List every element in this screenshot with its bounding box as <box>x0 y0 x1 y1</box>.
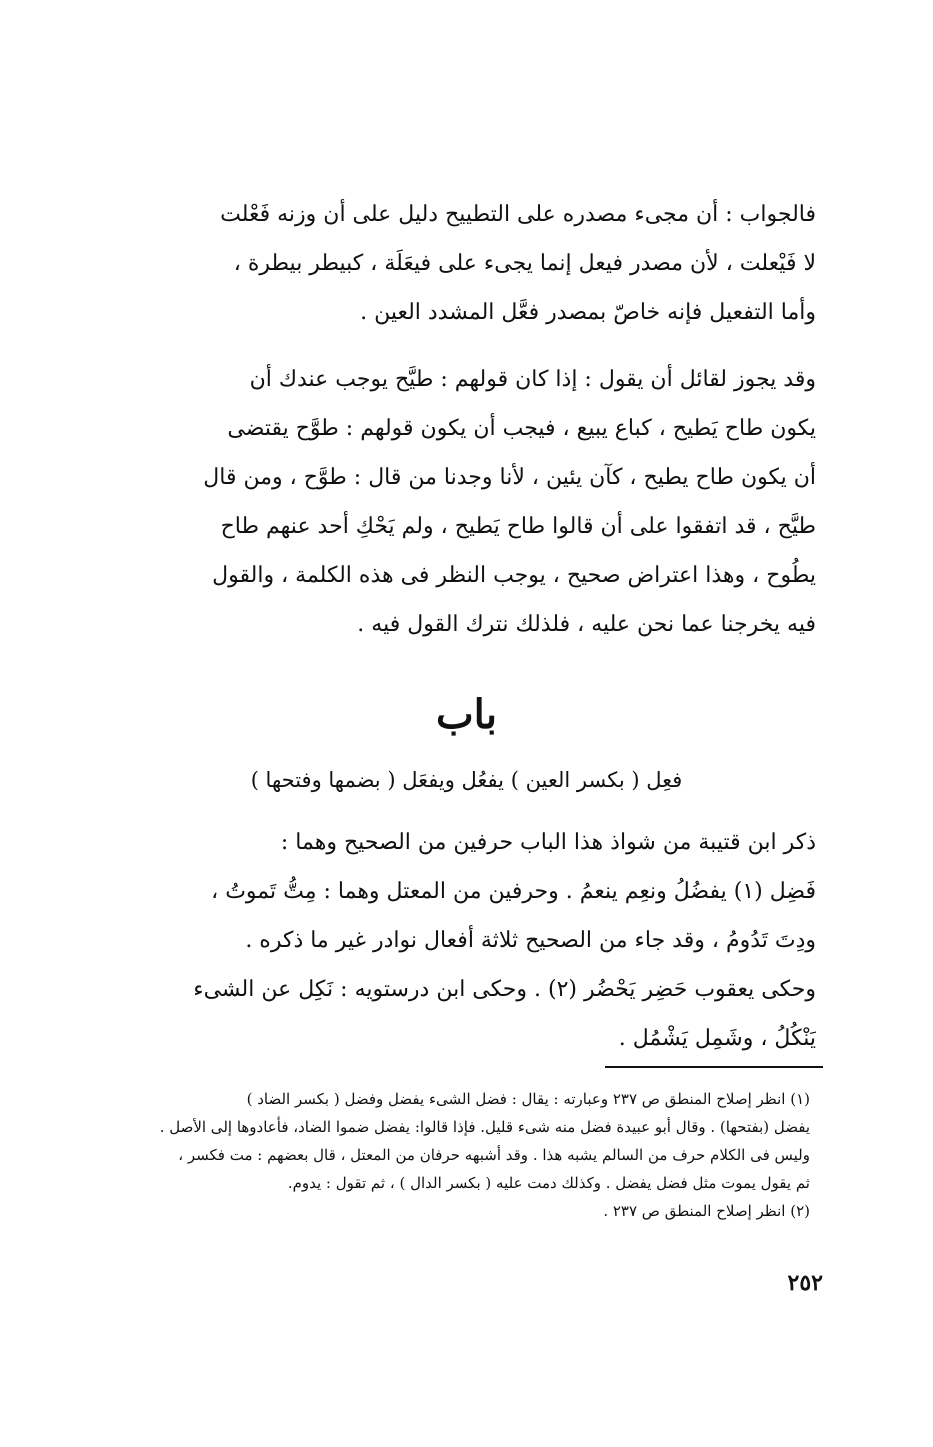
text-line: وأما التفعيل فإنه خاصّ بمصدر فعَّل المشدد العين . <box>360 300 816 325</box>
footnote-line: (٢) انظر إصلاح المنطق ص ٢٣٧ . <box>603 1202 810 1220</box>
text-line: وقد يجوز لقائل أن يقول : إذا كان قولهم : طيَّح يوجب عندك أن <box>249 367 816 392</box>
text-line: طيَّح ، قد اتفقوا على أن قالوا طاح يَطيح ، ولم يَحْكِ أحد عنهم طاح <box>220 514 816 539</box>
chapter-heading: باب <box>436 691 497 738</box>
paragraph-chapter-body <box>100 818 816 1063</box>
footnote-divider <box>605 1066 823 1068</box>
text-line: فيه يخرجنا عما نحن عليه ، فلذلك نترك القول فيه . <box>357 612 816 637</box>
text-line: يطُوح ، وهذا اعتراض صحيح ، يوجب النظر فى هذه الكلمة ، والقول <box>212 563 816 588</box>
footnotes <box>110 1085 810 1225</box>
footnote-line: ثم يقول يموت مثل فضل يفضل . وكذلك دمت عليه ( بكسر الدال ) ، ثم تقول : يدوم. <box>287 1174 810 1192</box>
page-number: ٢٥٢ <box>787 1270 823 1296</box>
paragraph-answer <box>100 190 816 337</box>
text-line: فالجواب : أن مجىء مصدره على التطييح دليل على أن وزنه فَعْلت <box>220 202 816 227</box>
text-line: يكون طاح يَطيح ، كباع يبيع ، فيجب أن يكون قولهم : طوَّح يقتضى <box>227 416 816 441</box>
text-line: فَضِل (١) يفضُلُ ونعِم ينعمُ . وحرفين من المعتل وهما : مِتُّ تَموتُ ، <box>211 879 816 904</box>
footnote-line: (١) انظر إصلاح المنطق ص ٢٣٧ وعبارته : يقال : فضل الشىء يفضل وفضل ( بكسر الضاد ) <box>246 1090 810 1108</box>
text-line: أن يكون طاح يطيح ، كآن يئين ، لأنا وجدنا من قال : طوَّح ، ومن قال <box>203 465 816 490</box>
text-line: لا فَيْعلت ، لأن مصدر فيعل إنما يجىء على فيعَلَة ، كبيطر بيطرة ، <box>233 251 816 276</box>
footnote-line: وليس فى الكلام حرف من السالم يشبه هذا . وقد أشبهه حرفان من المعتل ، قال بعضهم : مت فكسر ، <box>178 1146 810 1164</box>
chapter-subheading: فعِل ( بكسر العين ) يفعُل ويفعَل ( بضمها وفتحها ) <box>250 768 683 792</box>
text-line: يَنْكُلُ ، وشَمِل يَشْمُل . <box>618 1026 816 1051</box>
text-line: ودِتَ تَدُومُ ، وقد جاء من الصحيح ثلاثة أفعال نوادر غير ما ذكره . <box>245 928 816 953</box>
text-line: وحكى يعقوب حَضِر يَحْضُر (٢) . وحكى ابن درستويه : نَكِل عن الشىء <box>193 977 816 1002</box>
text-line: ذكر ابن قتيبة من شواذ هذا الباب حرفين من الصحيح وهما : <box>280 830 816 855</box>
paragraph-objection <box>100 355 816 649</box>
footnote-line: يفضل (بفتحها) . وقال أبو عبيدة فضل منه شىء قليل. فإذا قالوا: يفضل ضموا الضاد، فأعادوها إلى الأصل . <box>159 1118 810 1136</box>
